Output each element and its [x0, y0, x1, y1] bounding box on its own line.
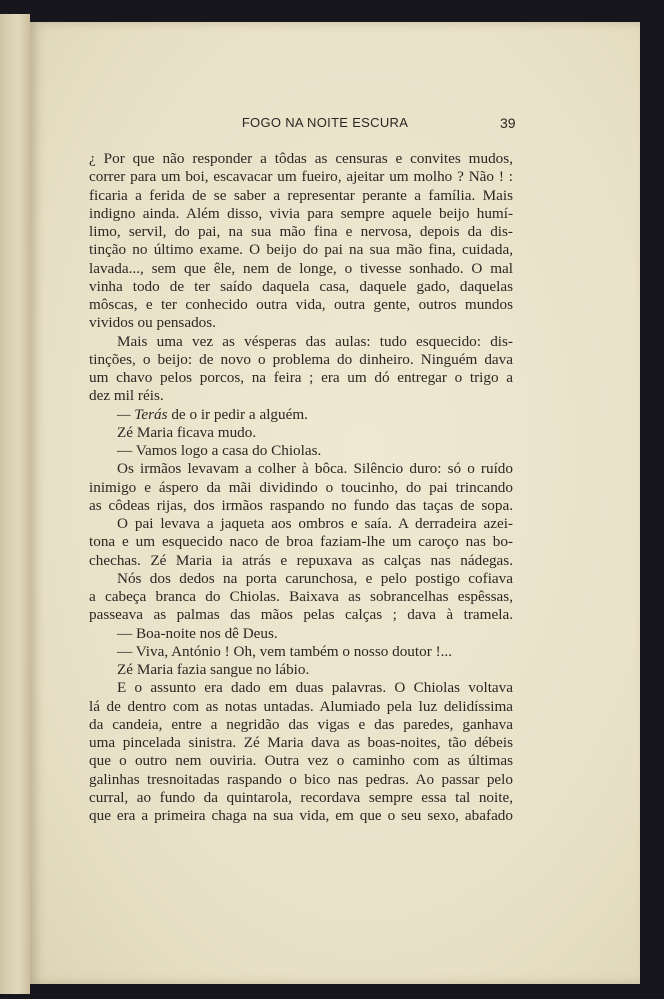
- text-line: dez mil réis.: [89, 387, 164, 405]
- text-line: tinções, o beijo: de novo o problema do dinheiro. Ninguém dava: [89, 350, 513, 368]
- body-text: [89, 150, 513, 825]
- text-line: Zé Maria ficava mudo.: [117, 423, 257, 441]
- text-line: O pai levava a jaqueta aos ombros e saía. A derradeira azei-: [117, 515, 513, 532]
- dialogue-line: [89, 406, 513, 424]
- text-line: E o assunto era dado em duas palavras. O Chiolas voltava: [117, 679, 513, 697]
- text-line: ¿ Por que não responder a tôdas as censuras e convites mudos,: [89, 150, 513, 167]
- text-line: tona e um esquecido naco de broa faziam-lhe um caroço nas bo-: [89, 533, 513, 551]
- text-line: da candeia, entre a negridão das vigas e das paredes, ganhava: [89, 715, 513, 733]
- text-line: inimigo e áspero da mãi dividindo o toucinho, do pai trincando: [89, 478, 513, 496]
- page-number: 39: [500, 115, 516, 131]
- text-line: limo, servil, do pai, na sua mão fina e nervosa, depois da dis-: [89, 223, 513, 240]
- text-line: que o outro nem ouviria. Outra vez o caminho com as últimas: [89, 752, 513, 770]
- text-line: um chavo pelos porcos, na feira ; era um dó entregar o trigo a: [89, 369, 513, 386]
- dialogue-line: — Viva, António ! Oh, vem também o nosso doutor !...: [117, 642, 453, 660]
- facing-page-edge: [0, 14, 30, 994]
- text-line: correr para um boi, escavacar um fueiro, ajeitar um molho ? Não ! :: [89, 168, 513, 186]
- text-line: curral, ao fundo da quintarola, recordava sempre essa tal noite,: [89, 788, 513, 806]
- text-line: chechas. Zé Maria ia atrás e repuxava as calças nas nádegas.: [89, 551, 513, 569]
- text-line: tinção no último exame. O beijo do pai na sua mão fina, cuidada,: [89, 241, 513, 259]
- text-line: vividos ou pensados.: [89, 314, 216, 332]
- text-line: môscas, e ter conhecido outra vida, outra gente, outros mundos: [89, 296, 513, 313]
- text-line: que era a primeira chaga na sua vida, em que o seu sexo, abafado: [89, 807, 513, 824]
- text-line: uma pincelada sinistra. Zé Maria dava as boas-noites, tão débeis: [89, 734, 513, 751]
- text-line: as côdeas rijas, dos irmãos raspando no fundo das taças de sopa.: [89, 496, 513, 514]
- text-line: Zé Maria fazia sangue no lábio.: [117, 661, 310, 678]
- text-line: vinha todo de ter saído daquela casa, daquele gado, daquelas: [89, 277, 513, 295]
- text-line: Os irmãos levavam a colher à bôca. Silêncio duro: só o ruído: [117, 460, 513, 478]
- text-line: indigno ainda. Além disso, vivia para sempre aquele beijo humí-: [89, 204, 513, 222]
- italic-word: — Terás: [117, 405, 168, 423]
- text-line: galinhas tresnoitadas raspando o bico nas pedras. Ao passar pelo: [89, 770, 513, 788]
- text-line: lavada..., sem que êle, nem de longe, o tivesse sonhado. O mal: [89, 259, 513, 277]
- text-line: lá de dentro com as notas untadas. Alumiado pela luz delidíssima: [89, 697, 513, 715]
- book-page: [30, 22, 640, 984]
- text-line: passeava as palmas das mãos pelas calças ; dava à tramela.: [89, 606, 513, 624]
- text-line: ficaria a ferida de se saber a representar perante a família. Mais: [89, 186, 513, 204]
- dialogue-line: — Boa-noite nos dê Deus.: [117, 624, 278, 642]
- dialogue-text: de o ir pedir a alguém.: [171, 405, 308, 423]
- dialogue-line: — Vamos logo a casa do Chiolas.: [117, 442, 322, 459]
- text-line: Mais uma vez as vésperas das aulas: tudo esquecido: dis-: [117, 332, 513, 350]
- running-header-title: FOGO NA NOITE ESCURA: [241, 115, 409, 130]
- text-line: a cabeça branca do Chiolas. Baixava as sobrancelhas espêssas,: [89, 588, 513, 605]
- text-line: Nós dos dedos na porta carunchosa, e pelo postigo cofiava: [117, 569, 513, 587]
